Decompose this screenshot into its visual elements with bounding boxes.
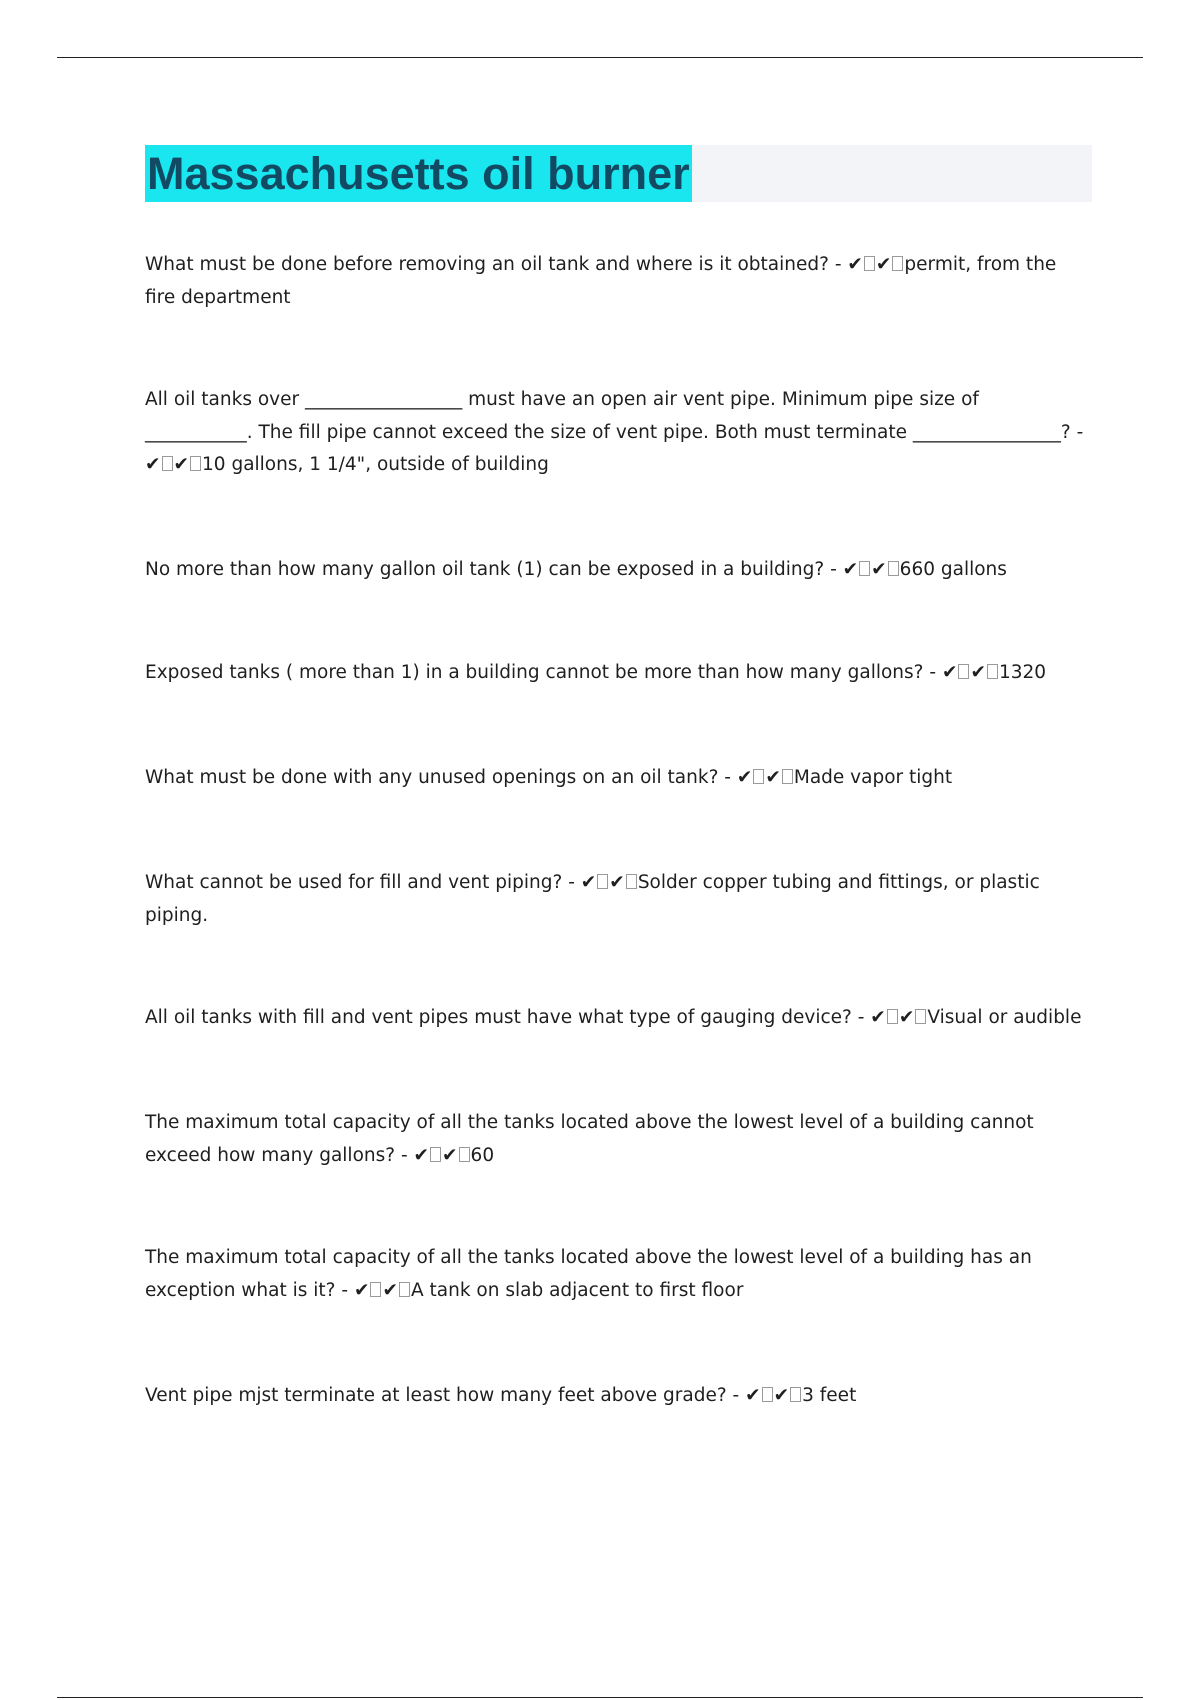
placeholder-box-icon [864,256,875,271]
document-title: Massachusetts oil burner [145,145,692,202]
check-mark-icon: ✔ [745,1385,761,1406]
check-mark-icon: ✔ [736,767,753,788]
question-text: The maximum total capacity of all the tanks located above the lowest level of a building cannot exceed how many gallons? [145,1112,1034,1166]
answer-text: 3 feet [802,1385,857,1406]
question-text: All oil tanks with fill and vent pipes must have what type of gauging device? [145,1007,852,1028]
separator: - [923,662,942,683]
separator: - [726,1385,746,1406]
placeholder-box-icon [915,1009,926,1024]
check-mark-icon: ✔ [871,559,887,580]
separator: - [824,559,843,580]
placeholder-box-icon [887,1009,898,1024]
check-mark-icon: ✔ [145,454,161,475]
check-mark-icon: ✔ [609,872,625,893]
check-mark-icon: ✔ [842,559,859,580]
check-mark-icon: ✔ [898,1007,915,1028]
qa-item-3 [145,554,1090,587]
answer-text: A tank on slab adjacent to first floor [410,1279,744,1301]
check-mark-icon: ✔ [970,662,986,683]
qa-item-6 [145,867,1090,932]
answer-text: 1320 [998,662,1047,683]
qa-item-9 [145,1242,1090,1307]
qa-item-10 [145,1380,1090,1413]
answer-text: Made vapor tight [793,767,953,788]
header-rule [57,57,1143,58]
separator: - [851,1007,871,1028]
separator: - [1070,421,1090,443]
check-mark-icon: ✔ [413,1144,430,1166]
separator: - [828,254,848,275]
check-mark-icon: ✔ [847,254,863,275]
answer-text: 660 gallons [899,559,1007,580]
placeholder-box-icon [958,664,969,679]
question-text: Vent pipe mjst terminate at least how many feet above grade? [145,1385,727,1406]
placeholder-box-icon [626,874,637,889]
question-text: What must be done before removing an oil tank and where is it obtained? [145,254,829,275]
question-text: No more than how many gallon oil tank (1) can be exposed in a building? [145,559,825,580]
placeholder-box-icon [459,1147,470,1162]
placeholder-box-icon [370,1282,381,1297]
placeholder-box-icon [987,664,998,679]
qa-item-8 [145,1107,1090,1172]
separator: - [335,1279,354,1301]
answer-text: 10 gallons, 1 1/4", outside of building [202,454,549,475]
footer-rule [57,1697,1143,1698]
placeholder-box-icon [859,561,870,576]
answer-text: permit, from the fire department [145,254,1063,308]
placeholder-box-icon [790,1387,801,1402]
question-text: Exposed tanks ( more than 1) in a building cannot be more than how many gallons? [145,662,924,683]
check-mark-icon: ✔ [173,454,190,475]
check-mark-icon: ✔ [580,872,597,893]
qa-item-5 [145,762,1090,795]
question-text: All oil tanks over _________________ must have an open air vent pipe. Minimum pipe size of ___________. The fill pipe cannot exceed the size of vent pipe. Both must terminate ________________? [145,389,1071,443]
question-text: What cannot be used for fill and vent piping? [145,872,563,893]
check-mark-icon: ✔ [773,1385,790,1406]
separator: - [562,872,581,893]
question-text: The maximum total capacity of all the tanks located above the lowest level of a building has an exception what is it? [145,1247,1032,1301]
qa-item-2 [145,384,1090,482]
placeholder-box-icon [782,769,793,784]
qa-item-7 [145,1002,1090,1035]
separator: - [718,767,737,788]
separator: - [395,1144,414,1166]
check-mark-icon: ✔ [941,662,958,683]
placeholder-box-icon [190,456,201,471]
check-mark-icon: ✔ [442,1144,458,1166]
placeholder-box-icon [162,456,173,471]
placeholder-box-icon [892,256,903,271]
qa-item-1 [145,249,1090,314]
placeholder-box-icon [753,769,764,784]
check-mark-icon: ✔ [875,254,892,275]
placeholder-box-icon [888,561,899,576]
check-mark-icon: ✔ [382,1279,398,1301]
check-mark-icon: ✔ [353,1279,370,1301]
qa-item-4 [145,657,1090,690]
check-mark-icon: ✔ [870,1007,886,1028]
placeholder-box-icon [762,1387,773,1402]
question-text: What must be done with any unused openings on an oil tank? [145,767,719,788]
answer-text: 60 [470,1144,495,1166]
answer-text: Solder copper tubing and fittings, or plastic piping. [145,872,1046,926]
answer-text: Visual or audible [927,1007,1082,1028]
placeholder-box-icon [430,1147,441,1162]
check-mark-icon: ✔ [765,767,781,788]
placeholder-box-icon [597,874,608,889]
placeholder-box-icon [399,1282,410,1297]
